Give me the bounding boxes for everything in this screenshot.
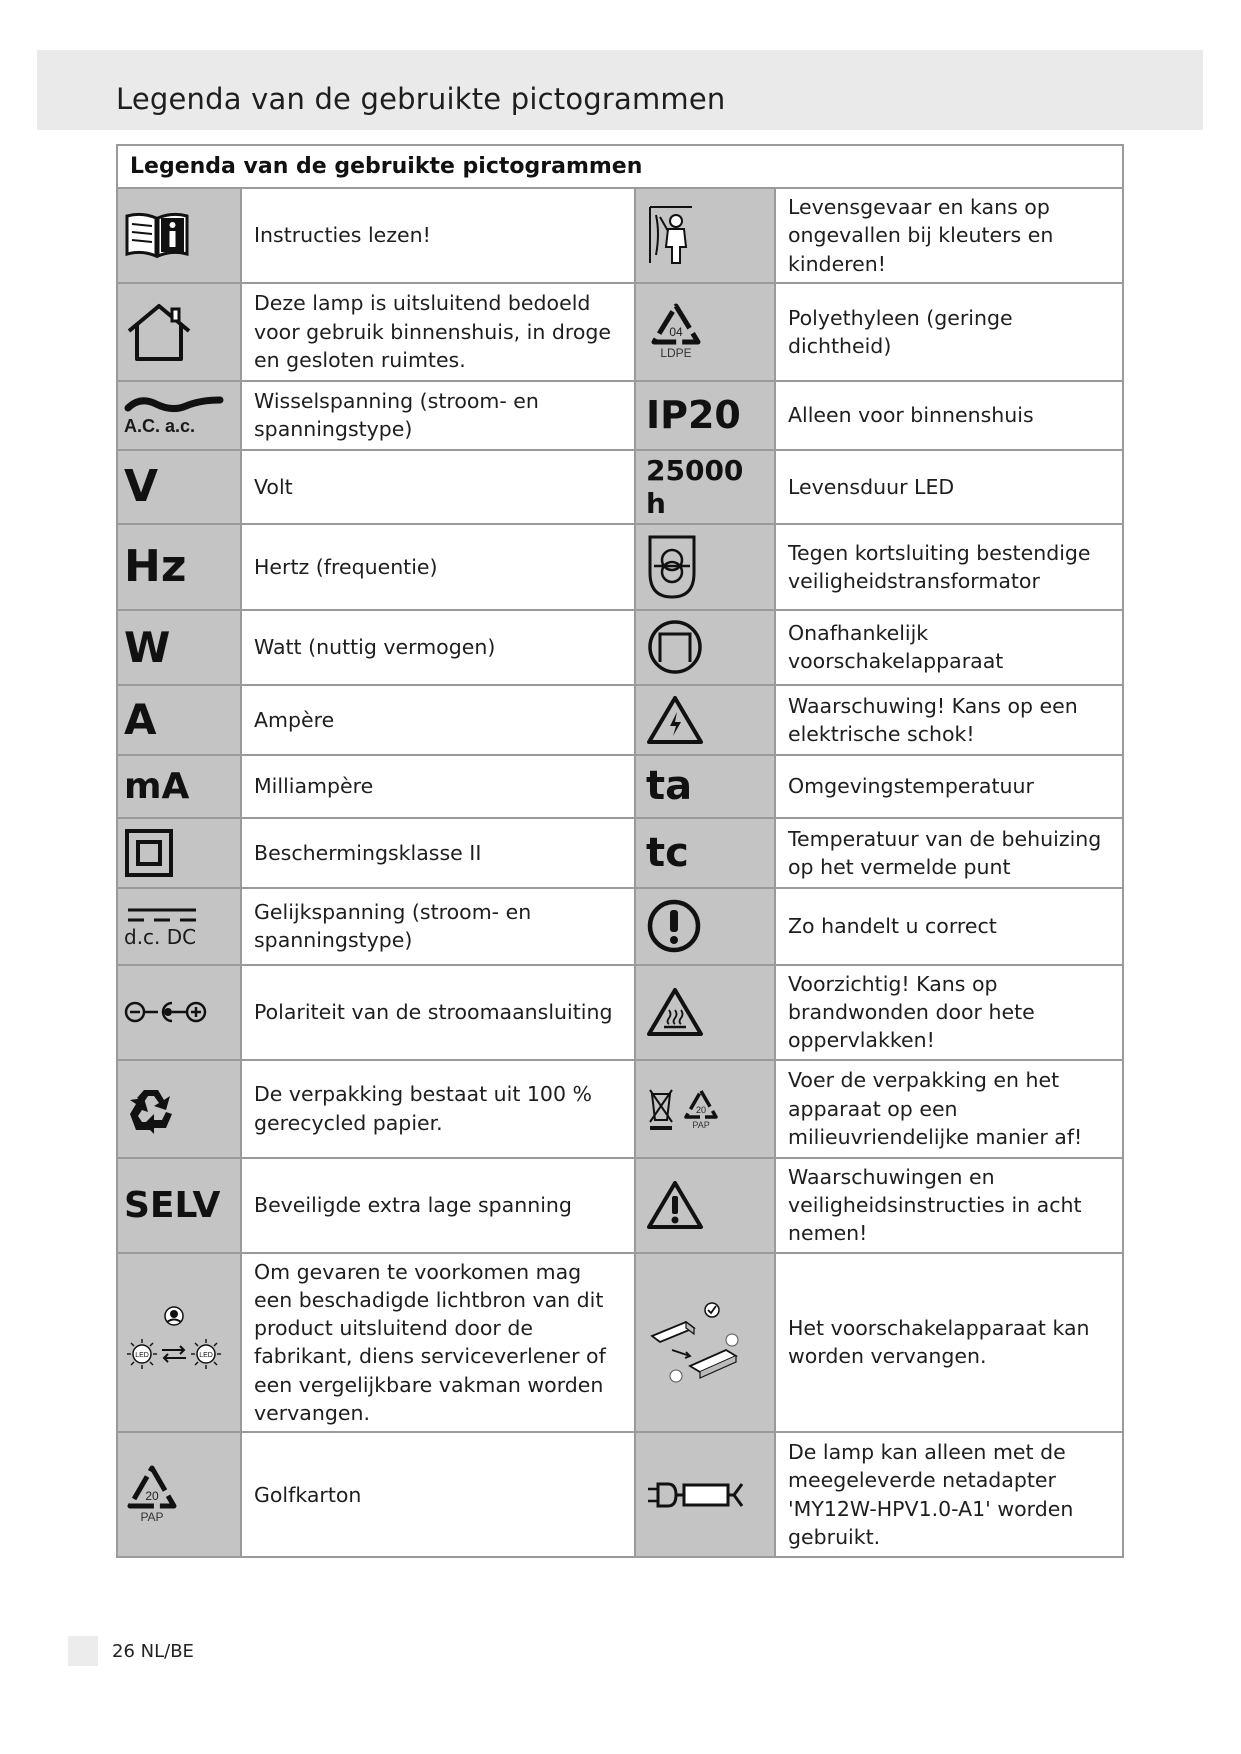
icon-cell: [117, 450, 241, 524]
right-description: De lamp kan alleen met de meegeleverde netadapter 'MY12W-HPV1.0-A1' worden gebruikt.: [775, 1432, 1123, 1557]
icon-cell: [117, 524, 241, 610]
pap-label: PAP: [140, 1510, 164, 1525]
pap-code-label: 20: [145, 1489, 159, 1504]
ac-label: A.C. a.c.: [124, 415, 196, 436]
adapter-plug-icon: [646, 1480, 746, 1510]
right-description: Levensduur LED: [775, 450, 1123, 524]
icon-cell: [635, 450, 775, 524]
left-description: Om gevaren te voorkomen mag een beschadigde lichtbron van dit product uitsluitend door de fabrikant, diens serviceverlener of een vergelijkbare vakman worden vervangen.: [241, 1253, 635, 1433]
right-description: Voorzichtig! Kans op brandwonden door hete oppervlakken!: [775, 965, 1123, 1060]
recycle-ldpe-icon: [650, 302, 702, 346]
page-number: 26: [112, 1641, 135, 1662]
table-row: [117, 685, 1123, 755]
electric-warning-icon: [646, 694, 704, 746]
footer-marker: [68, 1636, 98, 1666]
left-description: Watt (nuttig vermogen): [241, 610, 635, 685]
icon-cell: [117, 283, 241, 381]
icon-cell: [635, 1253, 775, 1433]
table-row: [117, 1253, 1123, 1433]
table-row: [117, 755, 1123, 818]
right-description: Zo handelt u correct: [775, 888, 1123, 965]
volt-glyph: V: [124, 461, 159, 513]
table-row: [117, 610, 1123, 685]
left-description: Hertz (frequentie): [241, 524, 635, 610]
legend-table: [116, 144, 1124, 1558]
exclamation-circle-icon: [646, 898, 702, 954]
table-row: [117, 381, 1123, 450]
case-temperature-glyph: tc: [646, 829, 689, 876]
right-description: Temperatuur van de behuizing op het vermelde punt: [775, 818, 1123, 888]
led-label-right: LED: [199, 1352, 213, 1360]
recycle-pap-icon: [126, 1464, 178, 1510]
page-footer: [112, 1641, 194, 1662]
polarity-icon: [124, 999, 208, 1025]
icon-cell: [117, 965, 241, 1060]
icon-cell: [635, 1158, 775, 1253]
table-row: [117, 188, 1123, 283]
hertz-glyph: Hz: [124, 541, 187, 593]
icon-cell: [635, 755, 775, 818]
table-row: [117, 965, 1123, 1060]
table-row: [117, 818, 1123, 888]
protection-class-2-icon: [124, 828, 174, 878]
book-info-icon: [124, 210, 190, 260]
ac-wave-icon: [124, 394, 224, 416]
hot-surface-icon: [646, 986, 704, 1038]
table-row: [117, 1060, 1123, 1158]
left-description: Wisselspanning (stroom- en spanningstype): [241, 381, 635, 450]
icon-cell: [117, 1432, 241, 1557]
icon-cell: [635, 965, 775, 1060]
table-row: [117, 1158, 1123, 1253]
pap-label: PAP: [692, 1119, 710, 1130]
left-description: Instructies lezen!: [241, 188, 635, 283]
dc-label: d.c. DC: [124, 924, 197, 949]
icon-cell: [117, 381, 241, 450]
icon-cell: [635, 818, 775, 888]
ballast-replaceable-icon: [646, 1300, 746, 1384]
right-description: Voer de verpakking en het apparaat op een milieuvriendelijke manier af!: [775, 1060, 1123, 1158]
watt-glyph: W: [124, 622, 171, 672]
page-locale: NL/BE: [140, 1641, 194, 1662]
milliampere-glyph: mA: [124, 765, 190, 807]
independent-ballast-icon: [646, 618, 704, 676]
pap-code-label: 20: [696, 1104, 707, 1115]
icon-cell: [117, 1060, 241, 1158]
right-description: Polyethyleen (geringe dichtheid): [775, 283, 1123, 381]
left-description: Ampère: [241, 685, 635, 755]
house-icon: [124, 301, 194, 363]
right-description: Omgevingstemperatuur: [775, 755, 1123, 818]
right-description: Het voorschakelapparaat kan worden vervangen.: [775, 1253, 1123, 1433]
icon-cell: [635, 685, 775, 755]
right-description: Onafhankelijk voorschakelapparaat: [775, 610, 1123, 685]
icon-cell: [117, 755, 241, 818]
right-description: Tegen kortsluiting bestendige veiligheidstransformator: [775, 524, 1123, 610]
icon-cell: [117, 610, 241, 685]
left-description: Beschermingsklasse II: [241, 818, 635, 888]
icon-cell: [635, 1432, 775, 1557]
icon-cell: [117, 188, 241, 283]
icon-cell: [635, 888, 775, 965]
led-label-left: LED: [135, 1352, 149, 1360]
left-description: Deze lamp is uitsluitend bedoeld voor gebruik binnenshuis, in droge en gesloten ruimtes.: [241, 283, 635, 381]
ldpe-label: LDPE: [660, 346, 692, 361]
left-description: Polariteit van de stroomaansluiting: [241, 965, 635, 1060]
table-row: [117, 524, 1123, 610]
left-description: Golfkarton: [241, 1432, 635, 1557]
ldpe-code-label: 04: [669, 325, 683, 340]
right-description: Levensgevaar en kans op ongevallen bij kleuters en kinderen!: [775, 188, 1123, 283]
page-title: Legenda van de gebruikte pictogrammen: [116, 82, 726, 116]
icon-cell: [635, 1060, 775, 1158]
right-description: Waarschuwing! Kans op een elektrische schok!: [775, 685, 1123, 755]
lifetime-glyph: 25000 h: [646, 453, 744, 520]
icon-cell: [117, 1253, 241, 1433]
icon-cell: [117, 818, 241, 888]
table-row: [117, 283, 1123, 381]
icon-cell: [635, 188, 775, 283]
left-description: De verpakking bestaat uit 100 % gerecycled papier.: [241, 1060, 635, 1158]
icon-cell: [117, 1158, 241, 1253]
warning-triangle-icon: [646, 1179, 704, 1231]
ambient-temperature-glyph: ta: [646, 763, 693, 810]
icon-cell: [635, 524, 775, 610]
disposal-icon: [646, 1086, 676, 1132]
recycle-pap-icon: [683, 1088, 719, 1120]
right-description: Waarschuwingen en veiligheidsinstructies in acht nemen!: [775, 1158, 1123, 1253]
icon-cell: [635, 610, 775, 685]
child-hazard-icon: [646, 203, 696, 267]
dc-icon: [124, 905, 200, 925]
icon-cell: [635, 283, 775, 381]
left-description: Beveiligde extra lage spanning: [241, 1158, 635, 1253]
recycle-icon: [124, 1084, 178, 1134]
ip20-glyph: IP20: [646, 393, 741, 438]
ampere-glyph: A: [124, 695, 157, 745]
selv-glyph: SELV: [124, 1184, 221, 1226]
table-row: [117, 450, 1123, 524]
legend-table-header: Legenda van de gebruikte pictogrammen: [117, 145, 1123, 188]
icon-cell: [635, 381, 775, 450]
table-row: [117, 1432, 1123, 1557]
led-replacement-icon: [124, 1304, 224, 1380]
icon-cell: [117, 888, 241, 965]
left-description: Gelijkspanning (stroom- en spanningstype): [241, 888, 635, 965]
short-circuit-transformer-icon: [646, 533, 698, 601]
icon-cell: [117, 685, 241, 755]
table-row: [117, 888, 1123, 965]
left-description: Volt: [241, 450, 635, 524]
left-description: Milliampère: [241, 755, 635, 818]
right-description: Alleen voor binnenshuis: [775, 381, 1123, 450]
